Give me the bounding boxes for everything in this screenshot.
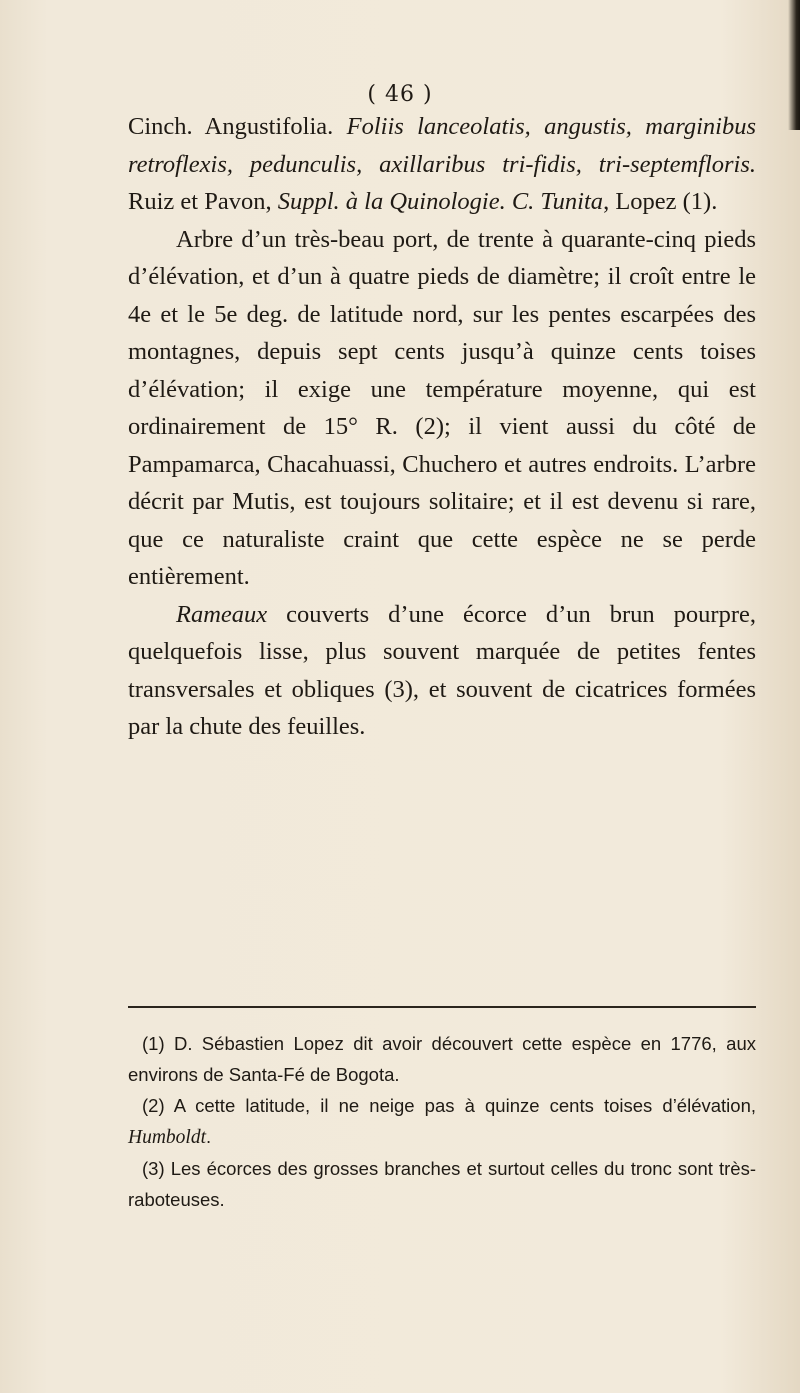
footnote-2-text: (2) A cette latitude, il ne neige pas à quinze cents toises d’élévation, xyxy=(142,1095,756,1116)
branches-text: couverts d’une écorce d’un brun pourpre, quelquefois lisse, plus souvent marquée de petites fentes transversales et obliques (3), et souvent de cicatrices formées par la chute des feuilles. xyxy=(128,600,756,740)
main-text xyxy=(128,108,756,746)
reference-tail: , Lopez (1). xyxy=(603,188,718,215)
species-name: Cinch. Angustifolia. xyxy=(128,113,347,140)
branches-heading: Rameaux xyxy=(176,600,268,628)
paragraph-branches xyxy=(128,596,756,746)
paragraph-tree-description: Arbre d’un très-beau port, de trente à quarante-cinq pieds d’élévation, et d’un à quatre pieds de diamètre; il croît entre le 4e et le 5e deg. de latitude nord, sur les pentes escarpées des montagnes, depuis sept cents jusqu’à quinze cents toises d’élévation; il exige une température moyenne, qui est ordinairement de 15° R. (2); il vient aussi du côté de Pampamarca, Chacahuassi, Chuchero et autres endroits. L’arbre décrit par Mutis, est toujours solitaire; et il est devenu si rare, que ce naturaliste craint que cette espèce ne se perde entièrement. xyxy=(128,225,756,590)
footnote-3: (3) Les écorces des grosses branches et surtout celles du tronc sont très-raboteuses. xyxy=(128,1158,756,1210)
page-edge-shadow xyxy=(788,0,800,130)
footnotes xyxy=(128,1028,756,1215)
footnote-1: (1) D. Sébastien Lopez dit avoir découvert cette espèce en 1776, aux environs de Santa-Fé de Bogota. xyxy=(128,1033,756,1085)
authority: Ruiz et Pavon, xyxy=(128,188,278,215)
footnote-2-end: . xyxy=(206,1126,212,1147)
footnote-2-author: Humboldt xyxy=(128,1127,206,1148)
footnote-2 xyxy=(128,1090,756,1153)
footnote-divider xyxy=(128,1006,756,1008)
latin-diagnosis: Foliis lanceolatis, angustis, marginibus retroflexis, pedunculis, axillaribus tri-fidis, tri-septemfloris. xyxy=(128,113,756,178)
reference: Suppl. à la Quinologie. C. Tunita xyxy=(277,188,604,215)
paragraph-species-description xyxy=(128,108,756,221)
page-number: ( 46 ) xyxy=(367,82,433,107)
